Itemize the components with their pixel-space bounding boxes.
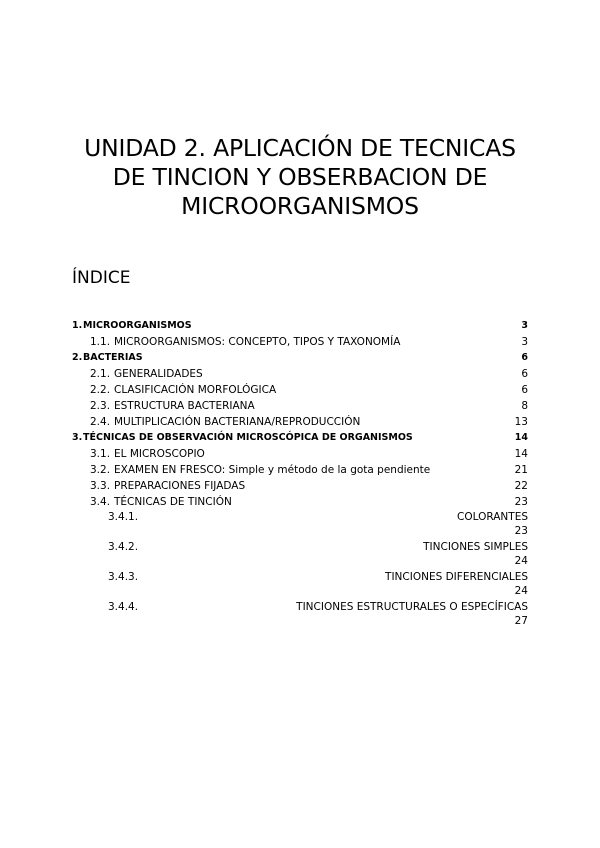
toc-title: TÉCNICAS DE TINCIÓN — [114, 496, 232, 508]
toc-page: 24 — [514, 555, 528, 567]
toc-entry-3-1[interactable] — [72, 446, 528, 462]
toc-entry-2-1[interactable] — [72, 366, 528, 382]
toc-entry-1[interactable] — [72, 318, 528, 334]
toc-number: 1. — [72, 320, 83, 331]
toc-page: 6 — [521, 368, 528, 380]
title-line-1: UNIDAD 2. APLICACIÓN DE TECNICAS — [84, 133, 516, 162]
toc-number: 2.3. — [90, 400, 111, 412]
toc-page: 13 — [514, 416, 528, 428]
toc-entry-3-4[interactable] — [72, 494, 528, 510]
toc-page: 3 — [521, 336, 528, 348]
toc-title: MICROORGANISMOS: CONCEPTO, TIPOS Y TAXONOMÍA — [114, 336, 401, 348]
toc-number: 2. — [72, 352, 83, 363]
toc-number: 3.3. — [90, 480, 111, 492]
toc-page: 14 — [514, 448, 528, 460]
toc-title: EL MICROSCOPIO — [114, 448, 205, 460]
title-line-2: DE TINCION Y OBSERBACION DE — [112, 162, 488, 191]
toc-entry-2-2[interactable] — [72, 382, 528, 398]
toc-title: BACTERIAS — [83, 352, 143, 363]
toc-title: CLASIFICACIÓN MORFOLÓGICA — [114, 384, 277, 396]
toc-entry-3-4-1[interactable] — [72, 510, 528, 540]
toc-entry-2-3[interactable] — [72, 398, 528, 414]
toc-entry-3-4-2[interactable] — [72, 540, 528, 570]
toc-number: 3.4.2. — [108, 541, 139, 553]
toc-number: 2.2. — [90, 384, 111, 396]
toc-number: 3.4.1. — [108, 511, 139, 523]
toc-page: 6 — [521, 352, 528, 363]
index-heading: ÍNDICE — [72, 268, 131, 288]
toc-title: GENERALIDADES — [114, 368, 203, 380]
toc-title: ESTRUCTURA BACTERIANA — [114, 400, 255, 412]
toc-entry-3-4-3[interactable] — [72, 570, 528, 600]
toc-entry-3-3[interactable] — [72, 478, 528, 494]
toc-page: 3 — [521, 320, 528, 331]
toc-page: 23 — [514, 525, 528, 537]
toc-title: PREPARACIONES FIJADAS — [114, 480, 246, 492]
toc-page: 27 — [514, 615, 528, 627]
toc-title: MICROORGANISMOS — [83, 320, 192, 331]
toc-number: 3.1. — [90, 448, 111, 460]
toc-number: 3.4.4. — [108, 601, 139, 613]
toc-page: 23 — [514, 496, 528, 508]
toc-entry-3[interactable] — [72, 430, 528, 446]
toc-number: 2.1. — [90, 368, 111, 380]
toc-number: 3.2. — [90, 464, 111, 476]
toc-title: TÉCNICAS DE OBSERVACIÓN MICROSCÓPICA DE ORGANISMOS — [83, 432, 413, 443]
toc-entry-2-4[interactable] — [72, 414, 528, 430]
toc-number: 1.1. — [90, 336, 111, 348]
toc-page: 8 — [521, 400, 528, 412]
toc-title: TINCIONES ESTRUCTURALES O ESPECÍFICAS — [296, 601, 528, 613]
toc-title: EXAMEN EN FRESCO: Simple y método de la gota pendiente — [114, 464, 431, 476]
toc-page: 14 — [514, 432, 528, 443]
toc-number: 2.4. — [90, 416, 111, 428]
toc-number: 3.4. — [90, 496, 111, 508]
toc-entry-2[interactable] — [72, 350, 528, 366]
toc-number: 3. — [72, 432, 83, 443]
toc-title: MULTIPLICACIÓN BACTERIANA/REPRODUCCIÓN — [114, 416, 361, 428]
toc-entry-3-4-4[interactable] — [72, 600, 528, 630]
toc-title: TINCIONES DIFERENCIALES — [385, 571, 528, 583]
table-of-contents — [72, 318, 528, 630]
toc-page: 22 — [514, 480, 528, 492]
toc-title: COLORANTES — [457, 511, 528, 523]
title-line-3: MICROORGANISMOS — [181, 191, 419, 220]
toc-entry-3-2[interactable] — [72, 462, 528, 478]
toc-page: 24 — [514, 585, 528, 597]
toc-entry-1-1[interactable] — [72, 334, 528, 350]
toc-page: 6 — [521, 384, 528, 396]
document-title — [40, 134, 560, 221]
toc-title: TINCIONES SIMPLES — [423, 541, 528, 553]
toc-page: 21 — [514, 464, 528, 476]
toc-number: 3.4.3. — [108, 571, 139, 583]
